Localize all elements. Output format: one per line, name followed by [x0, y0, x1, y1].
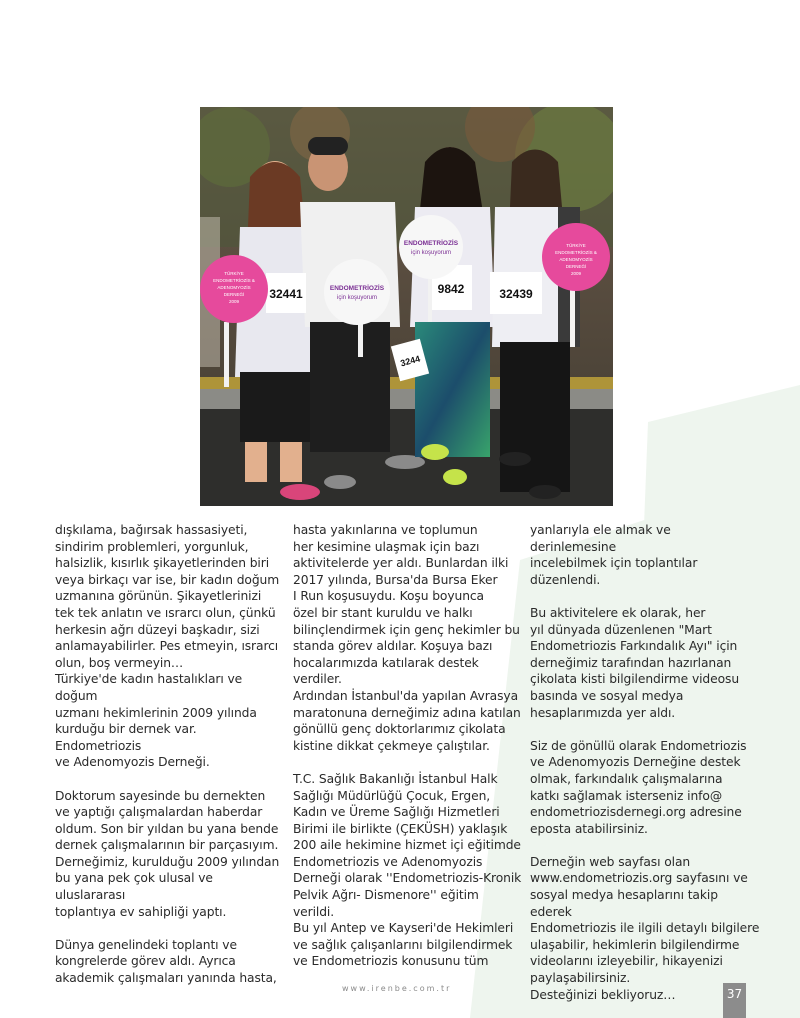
marathon-photo: [200, 107, 613, 506]
sign-text: ENDOMETRİOZİS: [403, 240, 459, 247]
round-sign-text: TÜRKİYE: [224, 271, 244, 276]
footer-website: www.irenbe.com.tr: [342, 984, 452, 993]
bib-number: 32439: [499, 287, 533, 301]
round-sign-text: DERNEĞİ: [565, 264, 587, 269]
round-sign-text: ENDOMETRİOZİS &: [213, 278, 255, 283]
bib-number: 3244: [399, 353, 422, 369]
sign-text: için koşuyorum: [410, 250, 452, 256]
article-column-1: dışkılama, bağırsak hassasiyeti, sindirim problemleri, yorgunluk, halsizlik, kısırlık şikayetlerinden biri veya birkaçı var ise, bir kadın doğum uzmanına görünün. Şikayetlerinizi tek tek anlatın ve ısrarcı olun, çünkü herkesin ağrı düzeyi başkadır, sizi anlamayabilirler. Pes etmeyin, ısrarcı olun, boş vermeyin… Türkiye'de kadın hastalıkları ve doğum uzmanı hekimlerinin 2009 yılında kurduğu bir dernek var. Endometriozis ve Adenomyozis Derneği. Doktorum sayesinde bu dernekten ve yaptığı çalışmalardan haberdar oldum. Son bir yıldan bu yana bende dernek çalışmalarının bir parçasıyım. Derneğimiz, kurulduğu 2009 yılından bu yana pek çok ulusal ve uluslararası toplantıya ev sahipliği yaptı. Dünya genelindeki toplantı ve kongrelerde görev aldı. Ayrıca akademik çalışmaları yanında hasta,: [55, 523, 280, 986]
bib-number: 9842: [437, 282, 465, 296]
sign-text: için koşuyorum: [336, 295, 378, 301]
bib-number: 32441: [269, 287, 303, 301]
round-sign-text: TÜRKİYE: [566, 243, 586, 248]
round-sign-text: ADENOMYOZİS: [559, 257, 593, 262]
round-sign-text: 2009: [570, 271, 582, 276]
round-sign-text: ENDOMETRİOZİS &: [555, 250, 597, 255]
article-column-2: hasta yakınlarına ve toplumun her kesimine ulaşmak için bazı aktivitelerde yer aldı. Bunlardan ilki 2017 yılında, Bursa'da Bursa Eker I Run koşusuydu. Koşu boyunca özel bir stant kuruldu ve halkı bilinçlendirmek için genç hekimler bu standa görev aldılar. Koşuya bazı hocalarımızda katılarak destek verdiler. Ardından İstanbul'da yapılan Avrasya maratonuna derneğimiz adına katılan gönüllü genç doktorlarımız çikolata kistine dikkat çekmeye çalıştılar. T.C. Sağlık Bakanlığı İstanbul Halk Sağlığı Müdürlüğü Çocuk, Ergen, Kadın ve Üreme Sağlığı Hizmetleri Birimi ile birlikte (ÇEKÜSH) yaklaşık 200 aile hekimine hizmet içi eğitimde Endometriozis ve Adenomyozis Derneği olarak ''Endometriozis-Kronik Pelvik Ağrı- Dismenore'' eğitim verildi. Bu yıl Antep ve Kayseri'de Hekimleri ve sağlık çalışanlarını bilgilendirmek ve Endometriozis konusunu tüm: [293, 523, 522, 969]
round-sign-text: ADENOMYOZİS: [217, 285, 251, 290]
page-number: 37: [723, 983, 746, 1018]
round-sign-text: 2009: [228, 299, 240, 304]
article-column-3: yanlarıyla ele almak ve derinlemesine incelebilmek için toplantılar düzenlendi. Bu aktivitelere ek olarak, her yıl dünyada düzenlenen "Mart Endometriozis Farkındalık Ayı" için derneğimiz tarafından hazırlanan çikolata kisti bilgilendirme videosu basında ve sosyal medya hesaplarımızda yer aldı. Siz de gönüllü olarak Endometriozis ve Adenomyozis Derneğine destek olmak, farkındalık çalışmalarına katkı sağlamak isterseniz info@ endometriozisdernegi.org adresine eposta atabilirsiniz. Derneğin web sayfası olan www.endometriozis.org sayfasını ve sosyal medya hesaplarını takip ederek Endometriozis ile ilgili detaylı bilgilere ulaşabilir, hekimlerin bilgilendirme videolarını izleyebilir, hikayenizi paylaşabilirsiniz. Desteğinizi bekliyoruz…: [530, 523, 760, 1002]
round-sign-text: DERNEĞİ: [223, 292, 245, 297]
sign-text: ENDOMETRİOZİS: [329, 285, 385, 292]
